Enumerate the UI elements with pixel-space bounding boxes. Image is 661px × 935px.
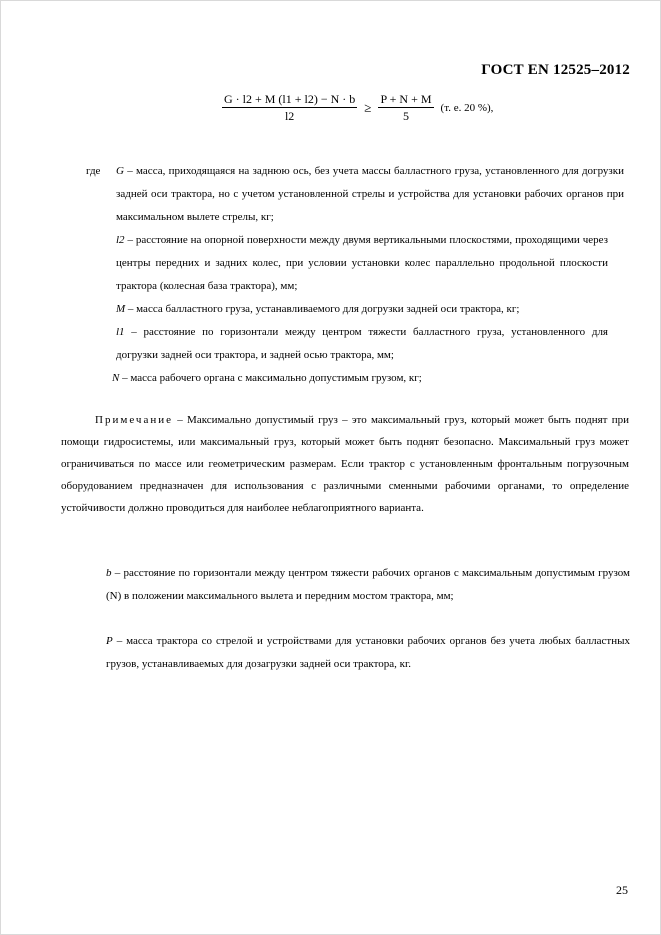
definition-p-text: – масса трактора со стрелой и устройствами для установки рабочих органов без учета любых балластных грузов, устанавливаемых для дозагрузки задней оси трактора, кг. [106, 635, 631, 670]
symbol-b: b [106, 567, 112, 579]
stability-formula [222, 91, 493, 124]
definition-b-text: – расстояние по горизонтали между центром тяжести рабочих органов с максимальным допустимым грузом (N) в положении максимального вылета и передним мостом трактора, мм; [106, 567, 630, 602]
formula-lhs-numerator: G · l2 + M (l1 + l2) − N · b [224, 92, 356, 106]
definition-l2-text: – расстояние на опорной поверхности между двумя вертикальными плоскостями, проходящими через центры передних и задних колес, при условии установки колес параллельно продольной плоскости трактора (колесная база трактора), мм; [116, 234, 608, 292]
formula-lhs-fraction [222, 91, 357, 124]
symbol-l1: l1 [116, 326, 125, 338]
definition-n [112, 367, 608, 390]
definition-p [106, 630, 630, 676]
definition-g [116, 160, 624, 229]
definition-l1-text: – расстояние по горизонтали между центром тяжести балластного груза, установленного для догрузки задней оси трактора, и задней осью трактора, мм; [116, 326, 608, 361]
formula-note: (т. е. 20 %), [440, 101, 494, 114]
symbol-p: P [106, 635, 113, 647]
note-label: Примечание [95, 414, 174, 426]
formula-rhs-fraction [378, 91, 433, 124]
symbol-g: G [116, 165, 124, 177]
formula-rhs-numerator: P + N + M [380, 92, 432, 106]
definition-n-text: – масса рабочего органа с максимально допустимым грузом, кг; [122, 372, 422, 384]
definition-l2 [116, 229, 608, 298]
note-paragraph [61, 409, 629, 519]
formula-lhs-denominator: l2 [284, 109, 295, 123]
symbol-m: M [116, 303, 126, 315]
definition-m-text: – масса балластного груза, устанавливаемого для догрузки задней оси трактора, кг; [127, 303, 520, 315]
note-text: – Максимально допустимый груз – это максимальный груз, который может быть поднят при помощи гидросистемы, или максимальный груз, который может быть поднят безопасно. Максимальный груз может ограничиваться по массе или геометрическим размерам. Если трактор с установленным фронтальным погрузочным оборудованием предназначен для использования с различными сменными рабочими органами, то определение устойчивости должно проводиться для наиболее неблагоприятного варианта. [61, 414, 629, 514]
standard-header: ГОСТ EN 12525–2012 [481, 62, 630, 78]
where-label: где [86, 165, 101, 177]
formula-rhs-denominator: 5 [402, 109, 409, 123]
definition-l1 [116, 321, 608, 367]
definition-m [116, 298, 608, 321]
definition-g-text: – масса, приходящаяся на заднюю ось, без учета массы балластного груза, установленного для догрузки задней оси трактора, но с учетом установленной стрелы и устройства для установки рабочих органов при максимальном вылете стрелы, кг; [116, 165, 625, 223]
symbol-l2: l2 [116, 234, 125, 246]
formula-sign: ≥ [364, 99, 372, 115]
definition-b [106, 562, 630, 608]
page-number: 25 [616, 883, 628, 897]
symbol-n: N [112, 372, 120, 384]
